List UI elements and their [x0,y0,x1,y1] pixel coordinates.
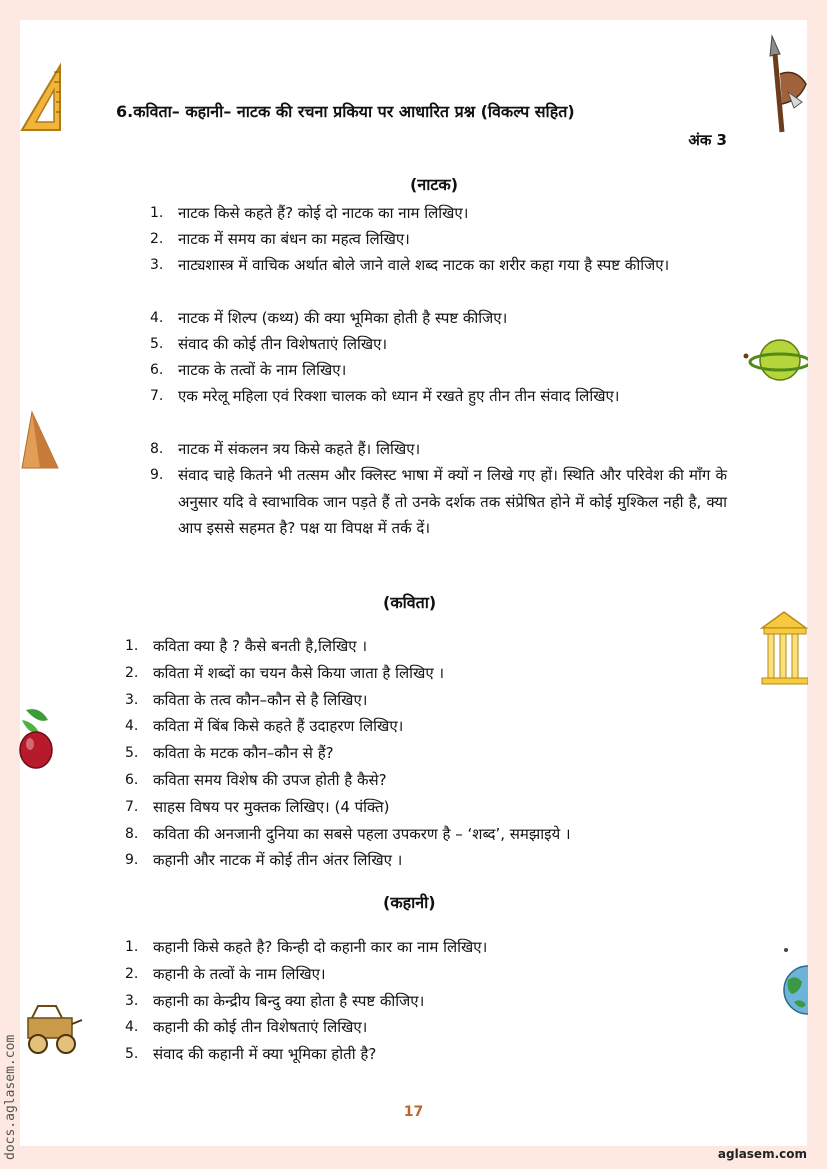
spear-icon [766,34,810,134]
question-item: 7. एक मरेलू महिला एवं रिक्शा चालक को ध्यान में रखते हुए तीन तीन संवाद लिखिए। [150,387,620,405]
question-list-kavita [125,633,727,874]
page-heading: 6.कविता– कहानी– नाटक की रचना प्रकिया पर आधारित प्रश्न (विकल्प सहित) [116,102,575,121]
fruit-icon [18,706,58,772]
temple-icon [760,608,808,686]
ruler-triangle-icon [20,62,64,132]
question-item: 9. संवाद चाहे कितने भी तत्सम और क्लिस्ट भाषा में क्यों न लिखे गए हों। स्थिति और परिवेश की माँग के अनुसार यदि वे स्वाभाविक जान पड़ते हैं तो उनके दर्शक तक संप्रेषित होने में कोई मुश्किल नही है, क्या आप इससे सहमत है? पक्ष या विपक्ष में तर्क दें। [150,466,727,537]
question-item: 7. साहस विषय पर मुक्तक लिखिए। (4 पंक्ति) [125,797,390,816]
pyramid-icon [20,410,60,470]
question-list-natak [150,200,727,542]
question-item: 3. कहानी का केन्द्रीय बिन्दु क्या होता है स्पष्ट कीजिए। [125,991,425,1010]
watermark: docs.aglasem.com [3,1034,18,1160]
question-item: 3. नाट्यशास्त्र में वाचिक अर्थात बोले जाने वाले शब्द नाटक का शरीर कहा गया है स्पष्ट कीजिए। [150,256,670,274]
question-item: 6. कविता समय विशेष की उपज होती है कैसे? [125,770,387,789]
question-item: 4. कविता में बिंब किसे कहते हैं उदाहरण लिखिए। [125,717,404,736]
question-item: 6. नाटक के तत्वों के नाम लिखिए। [150,361,347,379]
marks-label: अंक 3 [688,131,727,149]
question-item: 4. कहानी की कोई तीन विशेषताएं लिखिए। [125,1018,368,1037]
section-title-kavita: (कविता) [383,593,437,612]
question-item: 8. कविता की अनजानी दुनिया का सबसे पहला उपकरण है – ‘शब्द’, समझाइये । [125,824,571,843]
question-item: 1. कहानी किसे कहते है? किन्ही दो कहानी कार का नाम लिखिए। [125,938,488,956]
question-item: 5. कविता के मटक कौन–कौन से हैं? [125,744,334,763]
section-title-natak: (नाटक) [410,175,459,194]
question-item: 2. कहानी के तत्वों के नाम लिखिए। [125,964,326,983]
question-item: 5. संवाद की कहानी में क्या भूमिका होती है? [125,1045,377,1064]
question-item: 2. कविता में शब्दों का चयन कैसे किया जाता है लिखिए । [125,663,445,682]
question-item: 2. नाटक में समय का बंधन का महत्व लिखिए। [150,230,410,248]
question-item: 8. नाटक में संकलन त्रय किसे कहते हैं। लिखिए। [150,440,421,458]
question-item: 5. संवाद की कोई तीन विशेषताएं लिखिए। [150,335,388,353]
section-title-kahani: (कहानी) [383,893,436,912]
globe-icon [782,944,808,1018]
question-item: 1. कविता क्या है ? कैसे बनती है,लिखिए । [125,637,368,655]
question-item: 4. नाटक में शिल्प (कथ्य) की क्या भूमिका होती है स्पष्ट कीजिए। [150,309,508,327]
site-label: aglasem.com [717,1147,807,1161]
question-item: 9. कहानी और नाटक में कोई तीन अंतर लिखिए । [125,851,403,870]
question-list-kahani [125,934,727,1068]
page-number: 17 [403,1104,424,1120]
question-item: 3. कविता के तत्व कौन–कौन से है लिखिए। [125,690,368,709]
question-item: 1. नाटक किसे कहते हैं? कोई दो नाटक का नाम लिखिए। [150,204,469,222]
cart-icon [20,1000,84,1058]
planet-icon [742,336,808,384]
